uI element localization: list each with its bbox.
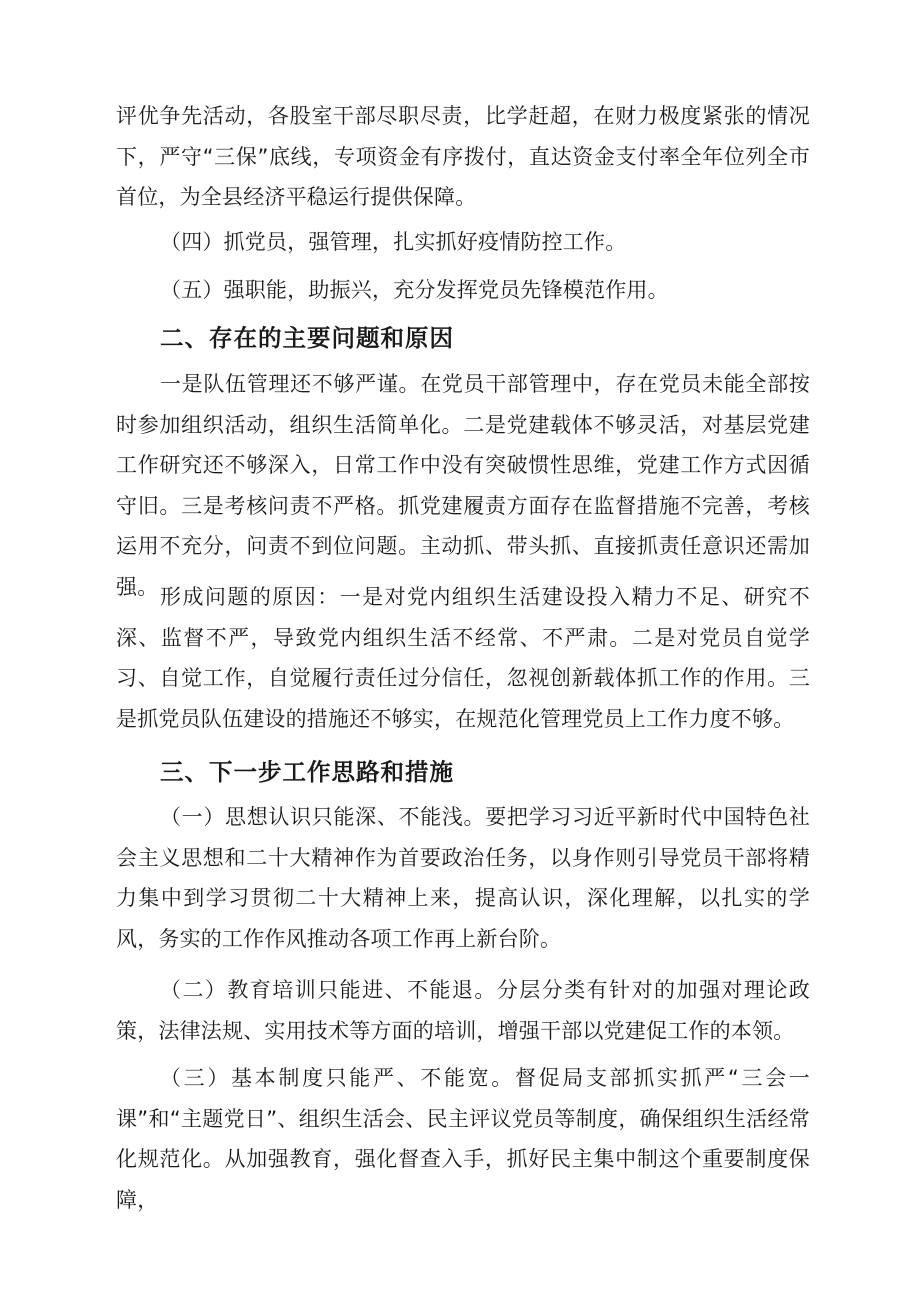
section-two-heading: 二、存在的主要问题和原因 [160, 324, 454, 352]
item-five: （五）强职能，助振兴，充分发挥党员先锋模范作用。 [160, 278, 669, 302]
section-three-heading: 三、下一步工作思路和措施 [160, 758, 454, 786]
measure-two: （二）教育培训只能进、不能退。分层分类有针对的加强对理论政策，法律法规、实用技术等方面的培训，增强干部以党建促工作的本领。 [116, 978, 810, 1043]
measure-one: （一）思想认识只能深、不能浅。要把学习习近平新时代中国特色社会主义思想和二十大精神作为首要政治任务，以身作则引导党员干部将精力集中到学习贯彻二十大精神上来，提高认识，深化理解，以扎实的学风，务实的工作作风推动各项工作再上新台阶。 [116, 805, 810, 951]
paragraph-continuation: 评优争先活动，各股室干部尽职尽责，比学赶超，在财力极度紧张的情况下，严守“三保”底线，专项资金有序拨付，直达资金支付率全年位列全市首位，为全县经济平稳运行提供保障。 [116, 104, 810, 209]
item-four: （四）抓党员，强管理，扎实抓好疫情防控工作。 [160, 230, 627, 254]
causes-paragraph: 形成问题的原因：一是对党内组织生活建设投入精力不足、研究不深、监督不严，导致党内组织生活不经常、不严肃。二是对党员自觉学习、自觉工作，自觉履行责任过分信任，忽视创新载体抓工作的作用。三是抓党员队伍建设的措施还不够实，在规范化管理党员上工作力度不够。 [116, 585, 810, 731]
measure-three: （三）基本制度只能严、不能宽。督促局支部抓实抓严“三会一课”和“主题党日”、组织生活会、民主评议党员等制度，确保组织生活经常化规范化。从加强教育，强化督查入手，抓好民主集中制这个重要制度保障， [116, 1066, 810, 1212]
problems-paragraph: 一是队伍管理还不够严谨。在党员干部管理中，存在党员未能全部按时参加组织活动，组织生活简单化。二是党建载体不够灵活，对基层党建工作研究还不够深入，日常工作中没有突破惯性思维，党建工作方式因循守旧。三是考核问责不严格。抓党建履责方面存在监督措施不完善，考核运用不充分，问责不到位问题。主动抓、带头抓、直接抓责任意识还需加强。 [116, 372, 810, 599]
